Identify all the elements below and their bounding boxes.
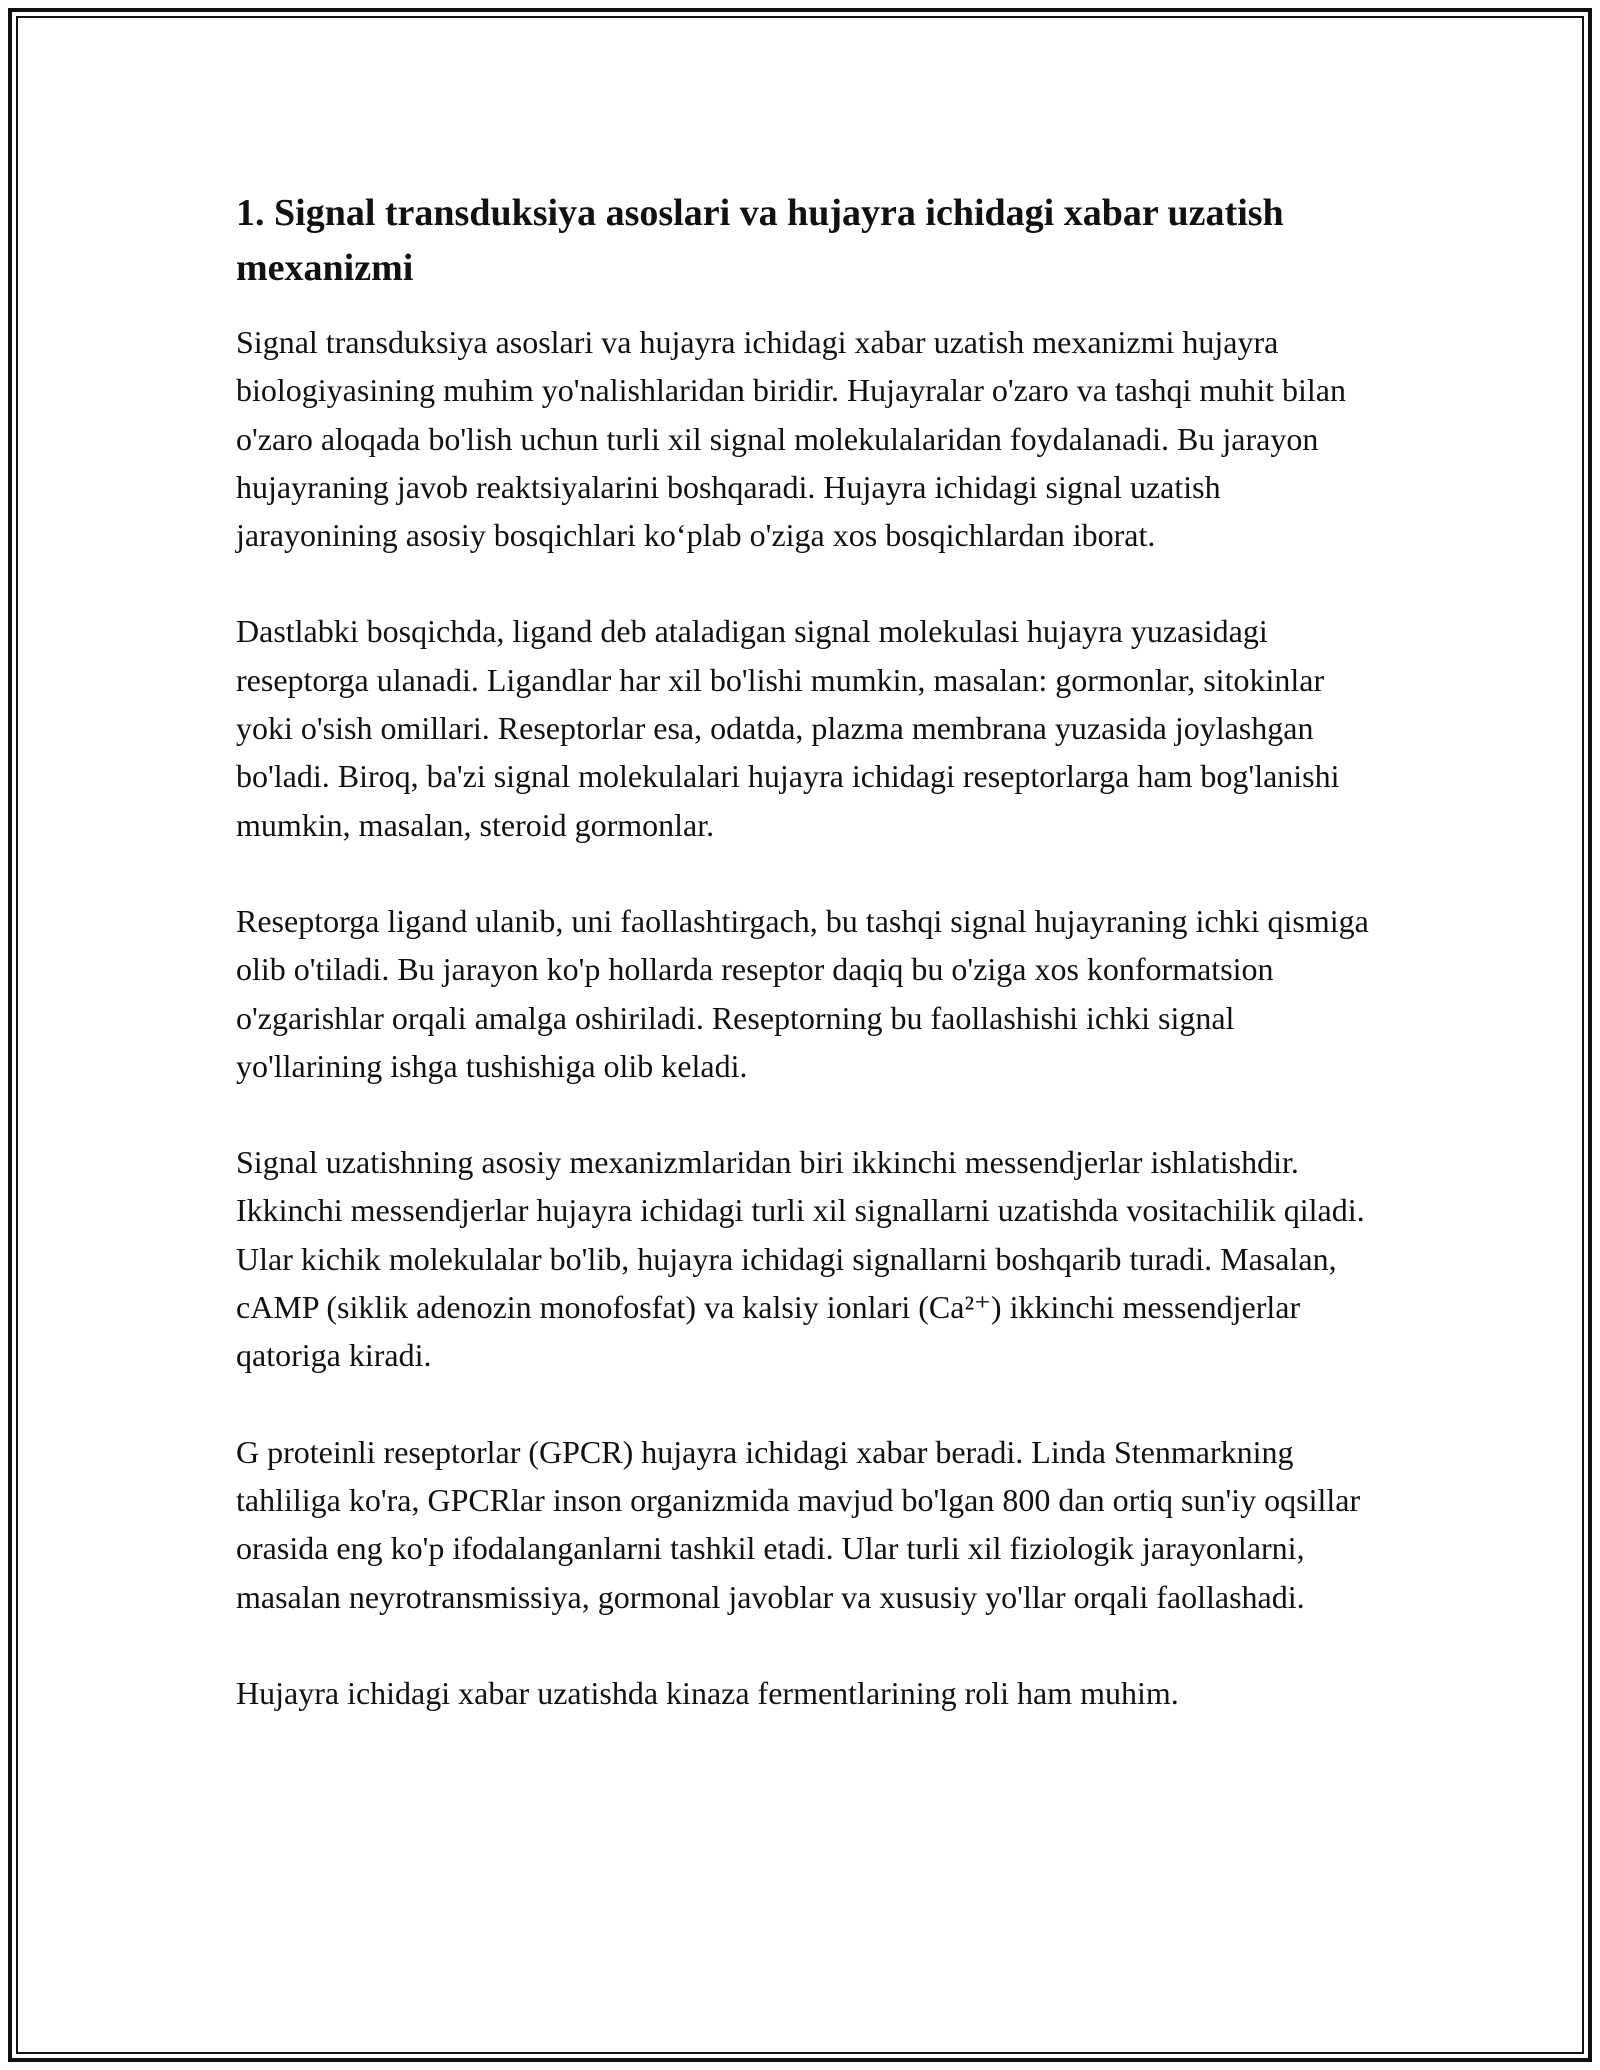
paragraph-intro: Signal transduksiya asoslari va hujayra ichidagi xabar uzatish mexanizmi hujayra biologiyasining muhim yo'nalishlaridan biridir. Hujayralar o'zaro va tashqi muhit bilan o'zaro aloqada bo'lish uchun turli xil signal molekulalaridan foydalanadi. Bu jarayon hujayraning javob reaktsiyalarini boshqaradi. Hujayra ichidagi signal uzatish jarayonining asosiy bosqichlari ko‘plab o'ziga xos bosqichlardan iborat. bbox=[236, 324, 1346, 554]
paragraph-second-messengers: Signal uzatishning asosiy mexanizmlaridan biri ikkinchi messendjerlar ishlatishdir. Ikkinchi messendjerlar hujayra ichidagi turli xil signallarni uzatishda vositachilik qiladi. Ular kichik molekulalar bo'lib, hujayra ichidagi signallarni boshqarib turadi. Masalan, cAMP (siklik adenozin monofosfat) va kalsiy ionlari (Ca²⁺) ikkinchi messendjerlar qatoriga kiradi. bbox=[236, 1144, 1365, 1374]
paragraph-kinase: Hujayra ichidagi xabar uzatishda kinaza fermentlarining roli ham muhim. bbox=[236, 1674, 1179, 1711]
paragraph-receptor-activation: Reseptorga ligand ulanib, uni faollashtirgach, bu tashqi signal hujayraning ichki qismiga olib o'tiladi. Bu jarayon ko'p hollarda reseptor daqiq bu o'ziga xos konformatsion o'zgarishlar orqali amalga oshiriladi. Reseptorning bu faollashishi ichki signal yo'llarining ishga tushishiga olib keladi. bbox=[236, 902, 1369, 1084]
section-heading: 1. Signal transduksiya asoslari va hujayra ichidagi xabar uzatish mexanizmi bbox=[236, 192, 1284, 289]
paragraph-ligand-binding: Dastlabki bosqichda, ligand deb ataladigan signal molekulasi hujayra yuzasidagi reseptorga ulanadi. Ligandlar har xil bo'lishi mumkin, masalan: gormonlar, sitokinlar yoki o'sish omillari. Reseptorlar esa, odatda, plazma membrana yuzasida joylashgan bo'ladi. Biroq, ba'zi signal molekulalari hujayra ichidagi reseptorlarga ham bog'lanishi mumkin, masalan, steroid gormonlar. bbox=[236, 613, 1340, 843]
paragraph-gpcr: G proteinli reseptorlar (GPCR) hujayra ichidagi xabar beradi. Linda Stenmarkning tahliliga ko'ra, GPCRlar inson organizmida mavjud bo'lgan 800 dan ortiq sun'iy oqsillar orasida eng ko'p ifodalanganlarni tashkil etadi. Ular turli xil fiziologik jarayonlarni, masalan neyrotransmissiya, gormonal javoblar va xususiy yo'llar orqali faollashadi. bbox=[236, 1433, 1361, 1615]
document-body bbox=[236, 186, 1376, 1717]
